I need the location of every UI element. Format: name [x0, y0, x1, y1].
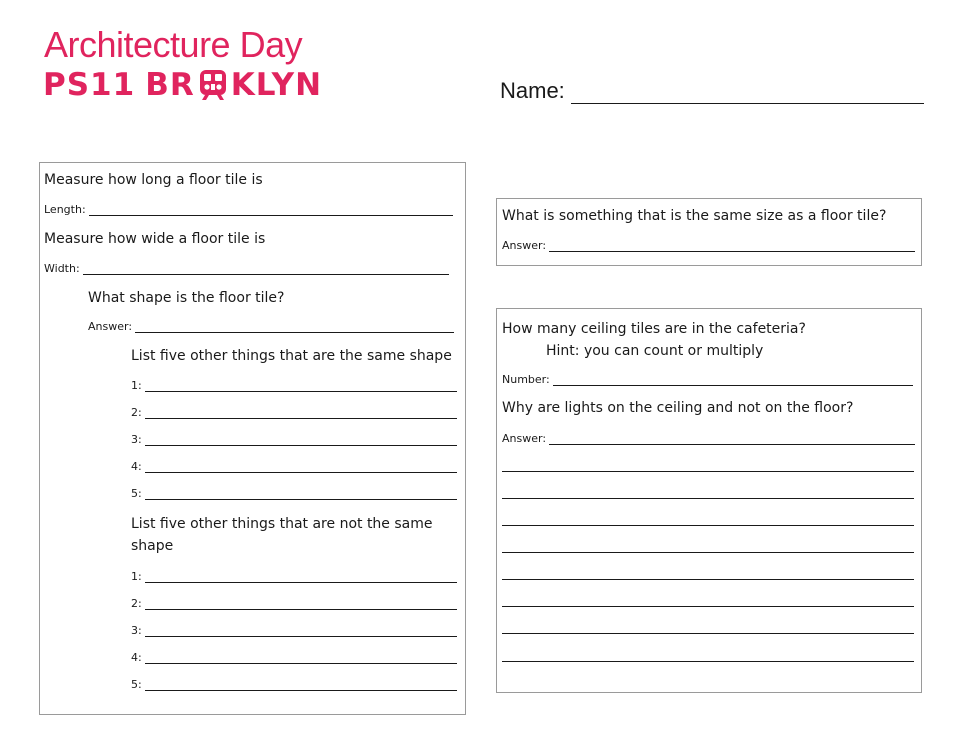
logo-school-part1: PS11	[43, 67, 136, 103]
width-line[interactable]	[83, 262, 449, 275]
answer-extra-line[interactable]	[502, 471, 914, 472]
subway-train-icon	[198, 69, 228, 101]
hint-text: Hint: you can count or multiply	[546, 343, 764, 359]
question-lights: Why are lights on the ceiling and not on the floor?	[502, 400, 854, 416]
not-same-shape-item-label: 2:	[131, 597, 142, 610]
same-shape-item-line[interactable]	[145, 460, 457, 473]
not-same-shape-item-label: 4:	[131, 651, 142, 664]
question-same-shape: List five other things that are the same shape	[131, 348, 452, 364]
ceiling-section	[496, 308, 922, 693]
logo-school-part2: BR	[145, 67, 195, 103]
lights-answer-row[interactable]	[502, 432, 915, 445]
question-tile-shape: What shape is the floor tile?	[88, 290, 285, 306]
question-not-same-shape-line1: List five other things that are not the same	[131, 516, 433, 532]
same-shape-item-line[interactable]	[145, 406, 457, 419]
same-shape-item-line[interactable]	[145, 379, 457, 392]
question-not-same-shape-line2: shape	[131, 538, 174, 554]
same-shape-item[interactable]	[131, 433, 457, 446]
question-tile-length: Measure how long a floor tile is	[44, 172, 263, 188]
same-shape-item[interactable]	[131, 460, 457, 473]
not-same-shape-item[interactable]	[131, 678, 457, 691]
same-size-section	[496, 198, 922, 266]
answer-extra-line[interactable]	[502, 606, 914, 607]
answer-extra-line[interactable]	[502, 661, 914, 662]
same-shape-item[interactable]	[131, 379, 457, 392]
logo-school	[43, 66, 322, 104]
same-shape-item-label: 2:	[131, 406, 142, 419]
floor-tile-section	[39, 162, 466, 715]
answer-extra-line[interactable]	[502, 579, 914, 580]
shape-answer-line[interactable]	[135, 320, 454, 333]
answer-extra-line[interactable]	[502, 525, 914, 526]
answer-extra-line[interactable]	[502, 633, 914, 634]
name-label: Name:	[500, 78, 565, 103]
lights-answer-line[interactable]	[549, 432, 915, 445]
answer-extra-line[interactable]	[502, 552, 914, 553]
question-tile-width: Measure how wide a floor tile is	[44, 231, 266, 247]
logo-title: Architecture Day	[44, 24, 303, 65]
question-ceiling-tiles: How many ceiling tiles are in the cafeteria?	[502, 321, 806, 337]
not-same-shape-item[interactable]	[131, 624, 457, 637]
same-shape-item-label: 3:	[131, 433, 142, 446]
not-same-shape-item-line[interactable]	[145, 597, 457, 610]
not-same-shape-item-label: 1:	[131, 570, 142, 583]
same-size-answer-label: Answer:	[502, 239, 547, 252]
number-line[interactable]	[553, 373, 913, 386]
shape-answer-row[interactable]	[88, 320, 454, 333]
same-size-answer-line[interactable]	[549, 239, 915, 252]
not-same-shape-item[interactable]	[131, 651, 457, 664]
not-same-shape-item-line[interactable]	[145, 570, 457, 583]
lights-answer-label: Answer:	[502, 432, 547, 445]
length-line[interactable]	[89, 203, 453, 216]
not-same-shape-item-line[interactable]	[145, 651, 457, 664]
number-answer-row[interactable]	[502, 373, 913, 386]
number-label: Number:	[502, 373, 550, 386]
question-same-size: What is something that is the same size as a floor tile?	[502, 208, 887, 224]
not-same-shape-item[interactable]	[131, 597, 457, 610]
same-shape-item-line[interactable]	[145, 433, 457, 446]
width-label: Width:	[44, 262, 80, 275]
same-shape-item-line[interactable]	[145, 487, 457, 500]
name-line[interactable]	[571, 79, 924, 104]
same-shape-item-label: 5:	[131, 487, 142, 500]
same-shape-item[interactable]	[131, 406, 457, 419]
answer-extra-line[interactable]	[502, 498, 914, 499]
same-shape-item-label: 4:	[131, 460, 142, 473]
same-shape-item[interactable]	[131, 487, 457, 500]
not-same-shape-item-label: 5:	[131, 678, 142, 691]
width-answer-row[interactable]	[44, 262, 449, 275]
not-same-shape-item[interactable]	[131, 570, 457, 583]
not-same-shape-item-line[interactable]	[145, 678, 457, 691]
logo-school-part3: KLYN	[230, 67, 323, 103]
shape-answer-label: Answer:	[88, 320, 133, 333]
length-label: Length:	[44, 203, 86, 216]
not-same-shape-item-line[interactable]	[145, 624, 457, 637]
same-shape-item-label: 1:	[131, 379, 142, 392]
length-answer-row[interactable]	[44, 203, 453, 216]
name-field[interactable]	[500, 78, 924, 104]
not-same-shape-item-label: 3:	[131, 624, 142, 637]
same-size-answer-row[interactable]	[502, 239, 915, 252]
